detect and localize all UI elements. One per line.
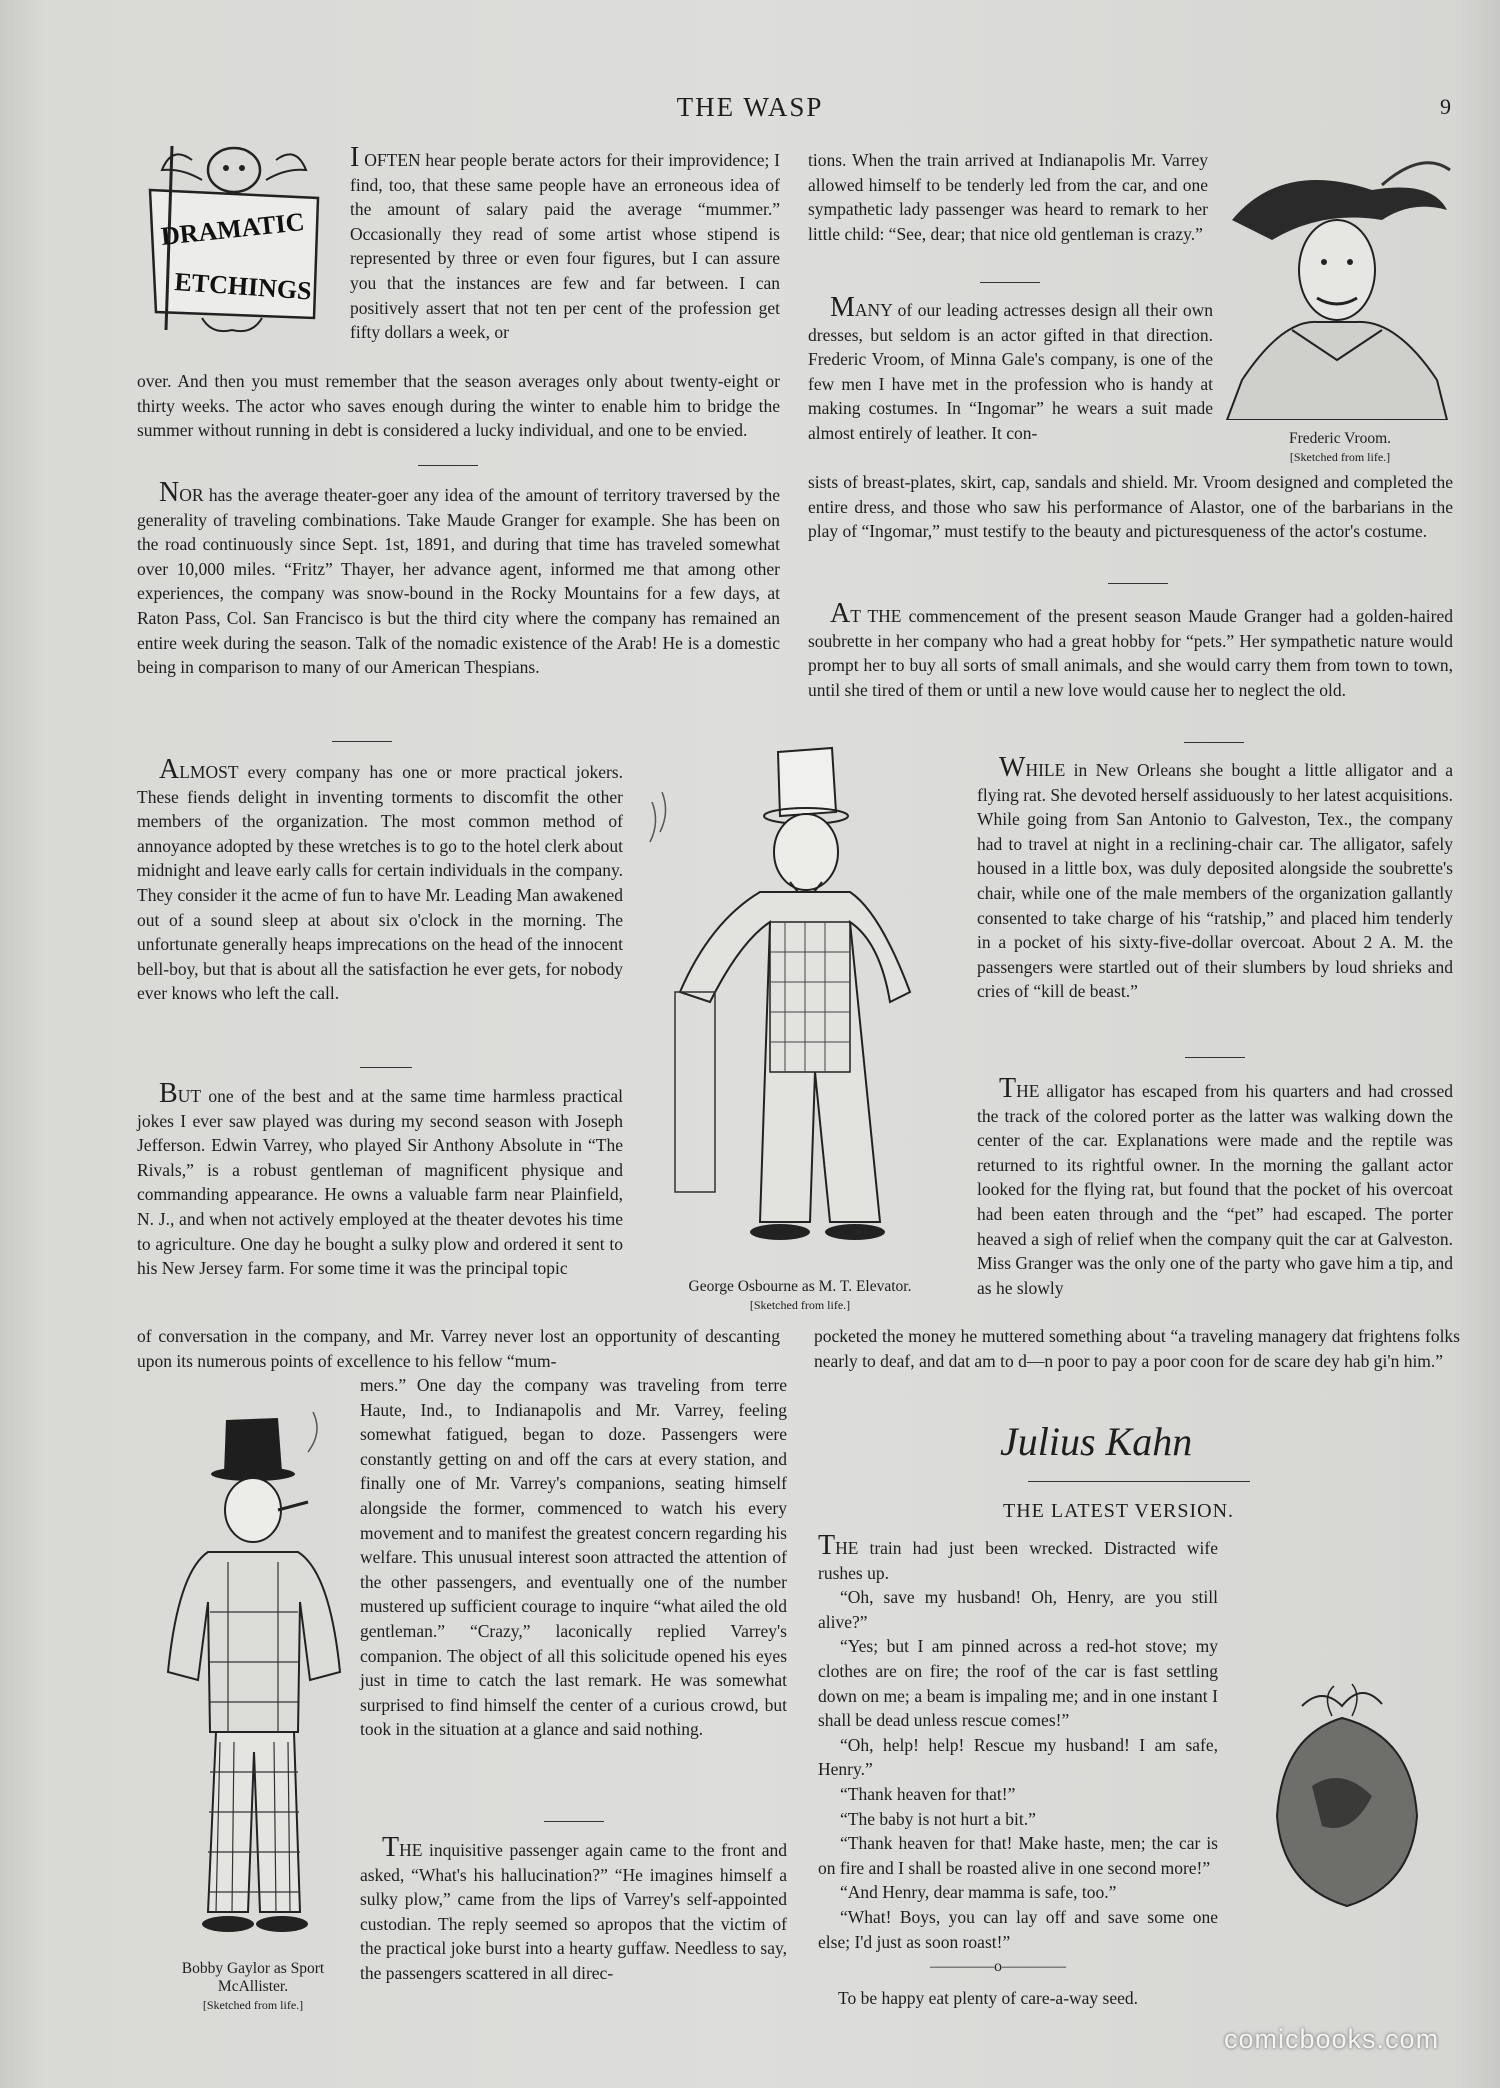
article-flying-rat-continued: pocketed the money he muttered something about “a traveling managery dat frightens folks nearly to deaf, and dat am to d—n poor to pay a poor coon for de scare dey hab gi'n him.” xyxy=(814,1326,1460,1371)
frederic-vroom-illustration xyxy=(1222,150,1452,420)
author-signature: Julius Kahn xyxy=(1000,1419,1193,1464)
bobby-gaylor-illustration xyxy=(148,1412,368,1952)
vroom-caption: Frederic Vroom. [Sketched from life.] xyxy=(1288,430,1392,464)
divider xyxy=(332,741,392,742)
divider xyxy=(1184,742,1244,743)
article-alligator: WHILE in New Orleans she bought a little alligator and a flying rat. She devoted herself assiduously to her latest acquisitions. While going from San Antonio to Galveston, Tex., the company had to travel at night in a reclining-chair car. The alligator, safely housed in a little box, was duly deposited alongside the soubrette's chair, while one of the male members of the organization gallantly consented to take charge of his “ratship,” and placed him tenderly in a pocket of his sixty-five-dollar overcoat. About 2 A. M. the passengers were startled out of their slumbers by loud shrieks and cries of “kill de beast.” xyxy=(977,752,1453,1002)
divider xyxy=(1108,583,1168,584)
gaylor-caption: Bobby Gaylor as Sport McAllister. [Sketched from life.] xyxy=(181,1960,325,2012)
article-territory: NOR has the average theater-goer any idea of the amount of territory traversed by the generality of traveling combinations. Take Maude Granger for example. She has been on the road continuously since Sept. 1st, 1891, and during that time has traveled somewhat over 10,000 miles. “Fritz” Thayer, her advance agent, informed me that among other experiences, the company was snow-bound in the Rocky Mountains for a few days, at Raton Pass, Col. San Francisco is but the third city where the company has remained an entire week during the season. Talk of the nomadic existence of the Arab! He is a domestic being in comparison to many of our American Thespians. xyxy=(137,477,780,678)
divider xyxy=(1185,1057,1245,1058)
logo-line-1: DRAMATIC xyxy=(159,207,306,251)
george-osbourne-illustration xyxy=(640,742,960,1272)
latest-version-body: THE train had just been wrecked. Distracted wife rushes up. “Oh, save my husband! Oh, Henry, are you still alive?” “Yes; but I am pinned across a red-hot stove; my clothes are on fire; the roof of the car is fast settling down on me; a beam is impaling me; and in one instant I shall be dead unless rescue comes!” “Oh, help! help! Rescue my husband! I am safe, Henry.” “Thank heaven for that!” “The baby is not hurt a bit.” “Thank heaven for that! Make haste, men; the car is on fire and I shall be roasted alive in one second more!” “And Henry, dear mamma is safe, too.” “What! Boys, you can lay off and save some one else; I'd just as soon roast!” xyxy=(818,1530,1218,1952)
page-number: 9 xyxy=(1440,94,1451,119)
drop-cap: I xyxy=(350,142,360,173)
advertisement-line: To be happy eat plenty of care-a-way seed. xyxy=(838,1988,1139,2008)
page-title: THE WASP xyxy=(676,92,824,122)
latest-version-heading: THE LATEST VERSION. xyxy=(1003,1500,1235,1522)
article-sulky-plow: BUT one of the best and at the same time harmless practical jokes I ever saw played was during my second season with Joseph Jefferson. Edwin Varrey, who played Sir Anthony Absolute in “The Rivals,” is a robust gentleman of magnificent physique and commanding appearance. He owns a valuable farm near Plainfield, N. J., and when not actively employed at the theater devotes his time to agriculture. One day he bought a sulky plow and ordered it sent to his New Jersey farm. For some time it was the principal topic xyxy=(137,1078,623,1279)
divider xyxy=(418,465,478,466)
cherub-head xyxy=(208,148,260,192)
article-costumes-continued: sists of breast-plates, skirt, cap, sandals and shield. Mr. Vroom designed and completed the entire dress, and those who saw his performance of Alastor, one of the barbarians in the play of “Ingomar,” must testify to the beauty and picturesqueness of the actor's costume. xyxy=(808,472,1453,542)
logo-line-2: ETCHINGS xyxy=(173,267,313,306)
divider xyxy=(980,282,1040,283)
article-hallucination-continued: tions. When the train arrived at Indianapolis Mr. Varrey allowed himself to be tenderly led from the car, and one sympathetic lady passenger was heard to remark to her little child: “See, dear; that nice old gentleman is crazy.” xyxy=(808,150,1208,244)
article-hallucination: THE inquisitive passenger again came to the front and asked, “What's his hallucination?” “He imagines himself a sulky plow,” came from the lips of Varrey's self-appointed custodian. The reply seemed so apropos that the victim of the practical joke burst into a hearty guffaw. Needless to say, the passengers scattered in all direc- xyxy=(360,1832,787,1983)
dramatic-etchings-logo xyxy=(142,140,332,340)
article-intro-continued: over. And then you must remember that the season averages only about twenty-eight or thirty weeks. The actor who saves enough during the winter to enable him to bridge the summer without running in debt is considered a lucky individual, and one to be envied. xyxy=(137,371,780,441)
divider xyxy=(544,1821,604,1822)
article-flying-rat: THE alligator has escaped from his quarters and had crossed the track of the colored porter as the latter was walking down the center of the car. Explanations were made and the reptile was returned to its rightful owner. In the morning the gallant actor looked for the flying rat, but found that the pocket of his overcoat had been eaten through and the “pet” had escaped. The porter heaved a sigh of relief when the company quit the car at Galveston. Miss Granger was the only one of the party who gave him a tip, and as he slowly xyxy=(977,1073,1453,1298)
article-costumes: MANY of our leading actresses design all their own dresses, but seldom is an actor gifted in that direction. Frederic Vroom, of Minna Gale's company, is one of the few men I have met in the profession who is handy at making costumes. In “Ingomar” he wears a suit made almost entirely of leather. It con- xyxy=(808,292,1213,443)
ham-with-ribbon-illustration xyxy=(1262,1676,1432,1916)
article-sulky-plow-wide: of conversation in the company, and Mr. Varrey never lost an opportunity of descanting upon its numerous points of excellence to his fellow “mum- xyxy=(137,1326,780,1371)
section-divider: ————o———— xyxy=(930,1958,1066,1975)
article-intro: I OFTEN hear people berate actors for their improvidence; I find, too, that these same people have an erroneous idea of the amount of salary paid the average “mummer.” Occasionally they read of some artist whose stipend is represented by three or even four figures, but I can assure you that the instances are few and far between. I can positively assert that not ten per cent of the profession get fifty dollars a week, or xyxy=(350,142,781,343)
article-practical-jokers: ALMOST every company has one or more practical jokers. These fiends delight in inventing torments to discomfit the other members of the organization. The most common method of annoyance adopted by these wretches is to go to the hotel clerk about midnight and leave early calls for certain individuals in the company. They consider it the acme of fun to have Mr. Leading Man awakened out of a sound sleep at about six o'clock in the morning. The unfortunate generally heaps imprecations on the head of the innocent bell-boy, but that is about all the satisfaction he ever gets, for nobody ever knows who left the call. xyxy=(137,754,623,1004)
watermark: comicbooks.com xyxy=(1224,2024,1440,2054)
article-soubrette-pets: AT THE commencement of the present season Maude Granger had a golden-haired soubrette in her company who had a great hobby for “pets.” Her sympathetic nature would prompt her to buy all sorts of small animals, and she would carry them from town to town, until she tired of them or until a new love would cause her to neglect the old. xyxy=(808,598,1453,700)
divider xyxy=(1028,1481,1250,1482)
article-sulky-plow-continued: mers.” One day the company was traveling from terre Haute, Ind., to Indianapolis and Mr. Varrey, feeling somewhat fatigued, began to doze. Passengers were constantly getting on and off the cars at every station, and finally one of Mr. Varrey's companions, seating himself alongside the former, commenced to watch his every movement and to manifest the greatest concern regarding his welfare. This unusual interest soon attracted the attention of the other passengers, and eventually one of the number mustered up sufficient courage to inquire “what ailed the old gentleman.” “Crazy,” laconically replied Varrey's companion. The object of all this solicitude opened his eyes just in time to catch the last remark. He was somewhat surprised to find himself the center of a curious crowd, but took in the situation at a glance and said nothing. xyxy=(360,1375,787,1740)
divider xyxy=(360,1067,412,1068)
osbourne-caption: George Osbourne as M. T. Elevator. [Sketched from life.] xyxy=(688,1278,912,1312)
